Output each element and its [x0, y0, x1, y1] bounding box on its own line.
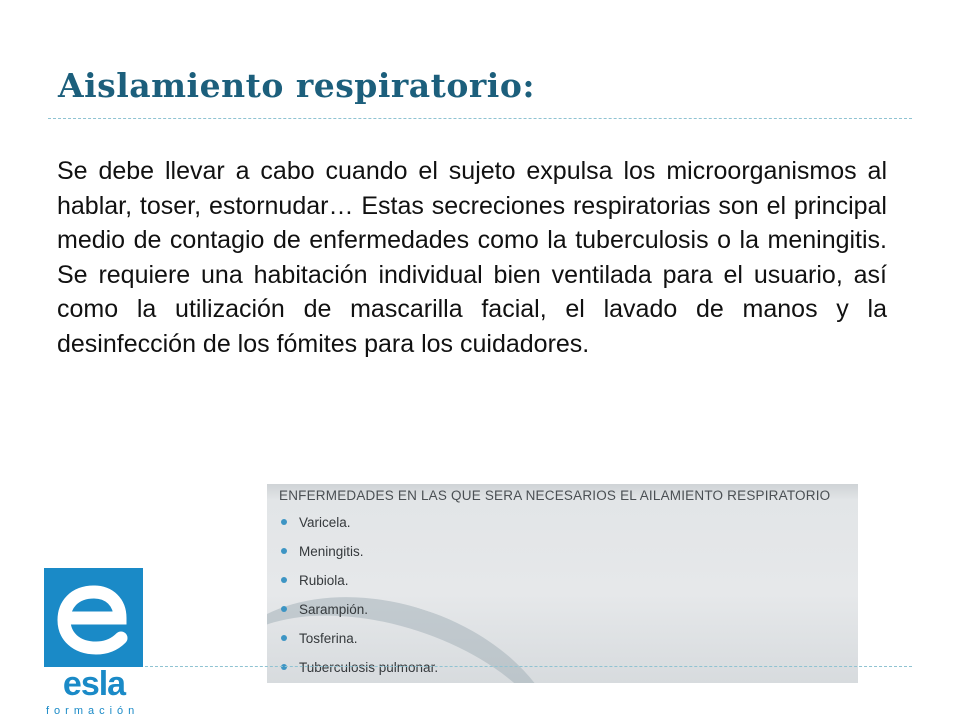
disease-item-label: Meningitis.: [299, 544, 364, 559]
disease-item-label: Tuberculosis pulmonar.: [299, 660, 439, 675]
logo-wordmark: esla: [62, 665, 126, 703]
logo-e-icon: [44, 568, 143, 667]
bullet-icon: [281, 606, 287, 612]
bullet-icon: [281, 519, 287, 525]
bullet-icon: [281, 548, 287, 554]
disease-item-sarampion: [281, 601, 438, 630]
bullet-icon: [281, 577, 287, 583]
bullet-icon: [281, 664, 287, 670]
esla-logo: [44, 568, 146, 720]
disease-item-varicela: [281, 514, 438, 543]
disease-item-tuberculosis: [281, 659, 438, 683]
logo-subtitle: formación: [46, 705, 140, 717]
disease-item-label: Tosferina.: [299, 631, 358, 646]
title-divider: [48, 118, 912, 119]
slide-title: Aislamiento respiratorio:: [58, 66, 536, 105]
disease-item-label: Sarampión.: [299, 602, 369, 617]
disease-list-image: [267, 484, 858, 683]
disease-list: [281, 514, 438, 683]
disease-item-label: Rubiola.: [299, 573, 349, 588]
footer-divider: [145, 666, 912, 667]
disease-item-tosferina: [281, 630, 438, 659]
disease-item-meningitis: [281, 543, 438, 572]
disease-list-heading: ENFERMEDADES EN LAS QUE SERA NECESARIOS EL AILAMIENTO RESPIRATORIO: [279, 488, 831, 503]
disease-item-label: Varicela.: [299, 515, 351, 530]
body-paragraph: Se debe llevar a cabo cuando el sujeto expulsa los microorganismos al hablar, toser, estornudar… Estas secreciones respiratorias son el principal medio de contagio de enfermedades como la tuberculosis o la meningitis. Se requiere una habitación individual bien ventilada para el usuario, así como la utilización de mascarilla facial, el lavado de manos y la desinfección de los fómites para los cuidadores.: [57, 157, 887, 358]
disease-item-rubiola: [281, 572, 438, 601]
bullet-icon: [281, 635, 287, 641]
